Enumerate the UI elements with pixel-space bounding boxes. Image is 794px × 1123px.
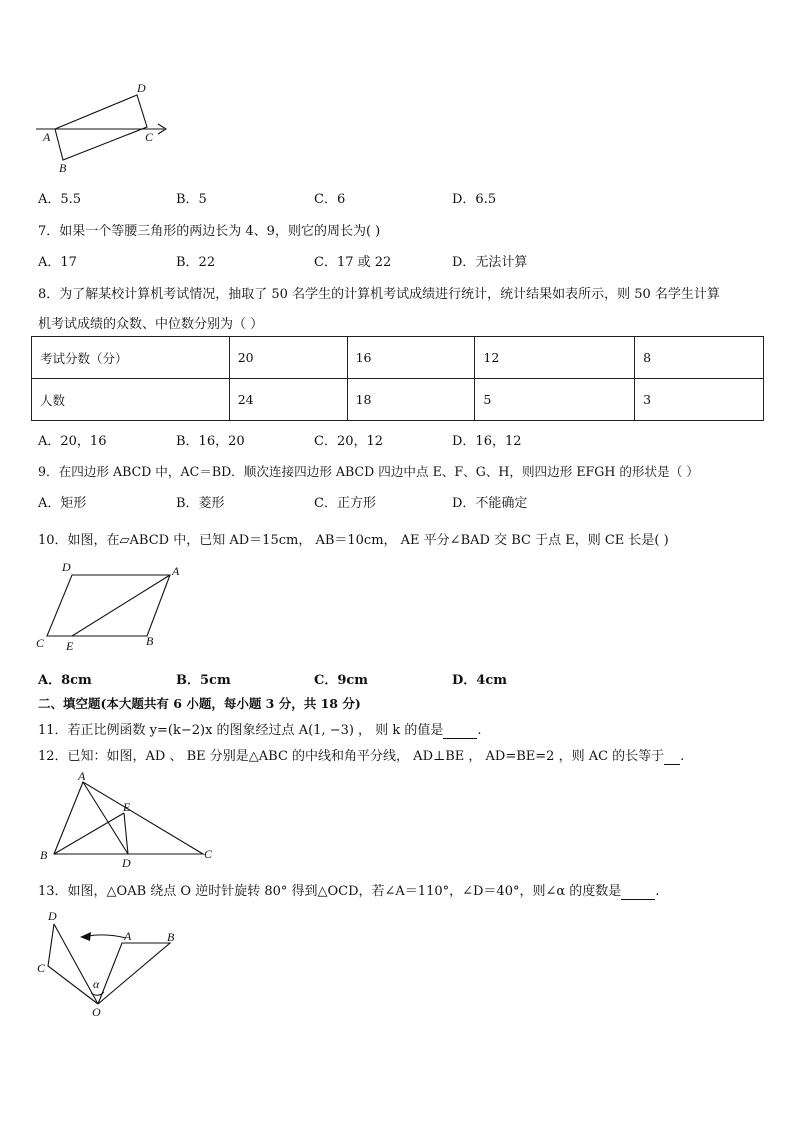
q13-label-a: A <box>124 929 132 943</box>
q6-option-a: A．5.5 <box>38 192 82 207</box>
q10-option-d: D．4cm <box>452 673 507 688</box>
q9-option-c: C．正方形 <box>314 496 376 511</box>
q7-text: 7．如果一个等腰三角形的两边长为 4、9，则它的周长为( ) <box>38 224 381 239</box>
table-cell: 考试分数（分） <box>32 337 230 379</box>
q8-option-b: B．16，20 <box>176 434 245 449</box>
q13-arrow-head <box>80 932 91 941</box>
q12-label-a: A <box>78 769 86 783</box>
q6-option-b: B．5 <box>176 192 207 207</box>
q6-option-d: D．6.5 <box>452 192 497 207</box>
q13-figure <box>36 906 186 1020</box>
table-row <box>32 379 764 421</box>
q6-label-c: C <box>145 130 154 144</box>
q13-text: 13．如图，△OAB 绕点 O 逆时针旋转 80° 得到△OCD，若∠A＝110°，∠D＝40°，则∠α 的度数是 <box>38 884 622 899</box>
q13-triangle-oab <box>98 943 170 1004</box>
table-cell: 16 <box>347 337 475 379</box>
q7-option-a: A．17 <box>38 255 77 270</box>
q8-option-a: A．20，16 <box>38 434 107 449</box>
q12-line <box>38 745 684 765</box>
q12-answer-blank <box>664 749 680 765</box>
q8-option-d: D．16，12 <box>452 434 522 449</box>
q10-figure <box>32 558 192 656</box>
q12-label-d: D <box>122 856 131 870</box>
q6-figure <box>34 78 174 178</box>
q13-label-d: D <box>48 909 57 923</box>
q8-score-table <box>31 336 764 421</box>
q7-option-c: C．17 或 22 <box>314 255 392 270</box>
q13-label-c: C <box>37 961 46 975</box>
q10-parallelogram <box>47 575 170 636</box>
table-cell: 8 <box>635 337 764 379</box>
table-cell: 18 <box>347 379 475 421</box>
q13-line <box>38 880 659 900</box>
q10-label-b: B <box>146 634 154 648</box>
q6-label-b: B <box>59 161 67 175</box>
q13-rotation-arrow <box>88 935 126 938</box>
q11-answer-blank <box>443 723 477 739</box>
q11-tail: . <box>477 723 482 738</box>
table-cell: 20 <box>229 337 347 379</box>
q12-tail: . <box>680 749 685 764</box>
q10-option-b: B．5cm <box>176 673 231 688</box>
q13-answer-blank <box>621 884 655 900</box>
q13-label-alpha: α <box>93 977 100 991</box>
q10-label-d: D <box>62 560 71 574</box>
q9-text: 9．在四边形 ABCD 中，AC＝BD．顺次连接四边形 ABCD 四边中点 E、F、G、H，则四边形 EFGH 的形状是（ ） <box>38 464 699 479</box>
q9-option-b: B．菱形 <box>176 496 225 511</box>
q12-label-c: C <box>204 847 213 861</box>
q6-label-a: A <box>43 130 51 144</box>
q10-segment-ae <box>72 575 170 636</box>
q13-label-b: B <box>167 930 175 944</box>
table-cell: 24 <box>229 379 347 421</box>
q10-label-c: C <box>36 636 45 650</box>
q8-text-line1: 8．为了解某校计算机考试情况，抽取了 50 名学生的计算机考试成绩进行统计，统计结果如表所示，则 50 名学生计算 <box>38 287 720 302</box>
q12-label-b: B <box>40 848 48 862</box>
table-cell: 12 <box>475 337 635 379</box>
q9-option-d: D．不能确定 <box>452 496 528 511</box>
q10-option-a: A．8cm <box>38 673 92 688</box>
q7-option-d: D．无法计算 <box>452 255 528 270</box>
q10-text: 10．如图，在▱ABCD 中，已知 AD＝15cm， AB＝10cm， AE 平分∠BAD 交 BC 于点 E，则 CE 长是( ) <box>38 533 669 548</box>
q9-option-a: A．矩形 <box>38 496 87 511</box>
table-row <box>32 337 764 379</box>
q13-label-o: O <box>92 1005 101 1019</box>
q10-option-c: C．9cm <box>314 673 369 688</box>
table-cell: 人数 <box>32 379 230 421</box>
q12-triangle-abc <box>54 782 203 854</box>
q8-text-line2: 机考试成绩的众数、中位数分别为（ ） <box>38 317 264 332</box>
q6-label-d: D <box>137 81 146 95</box>
q12-text: 12．已知：如图，AD 、 BE 分别是△ABC 的中线和角平分线， AD⊥BE ， AD=BE=2 ，则 AC 的长等于 <box>38 749 665 764</box>
q12-figure <box>36 768 218 872</box>
q10-label-a: A <box>172 564 180 578</box>
q13-tail: . <box>655 884 660 899</box>
q10-label-e: E <box>66 639 74 653</box>
q12-label-e: E <box>123 800 131 814</box>
q6-option-c: C．6 <box>314 192 346 207</box>
q11-line <box>38 719 481 739</box>
q6-parallelogram <box>55 95 147 160</box>
section-2-title: 二、填空题(本大题共有 6 小题，每小题 3 分，共 18 分) <box>38 696 361 711</box>
q7-option-b: B．22 <box>176 255 216 270</box>
q8-option-c: C．20，12 <box>314 434 384 449</box>
q12-segment-ad <box>83 782 128 854</box>
q12-segment-be <box>54 813 124 854</box>
table-cell: 3 <box>635 379 764 421</box>
table-cell: 5 <box>475 379 635 421</box>
q11-text: 11．若正比例函数 y=(k−2)x 的图象经过点 A(1, −3) ， 则 k 的值是 <box>38 723 444 738</box>
